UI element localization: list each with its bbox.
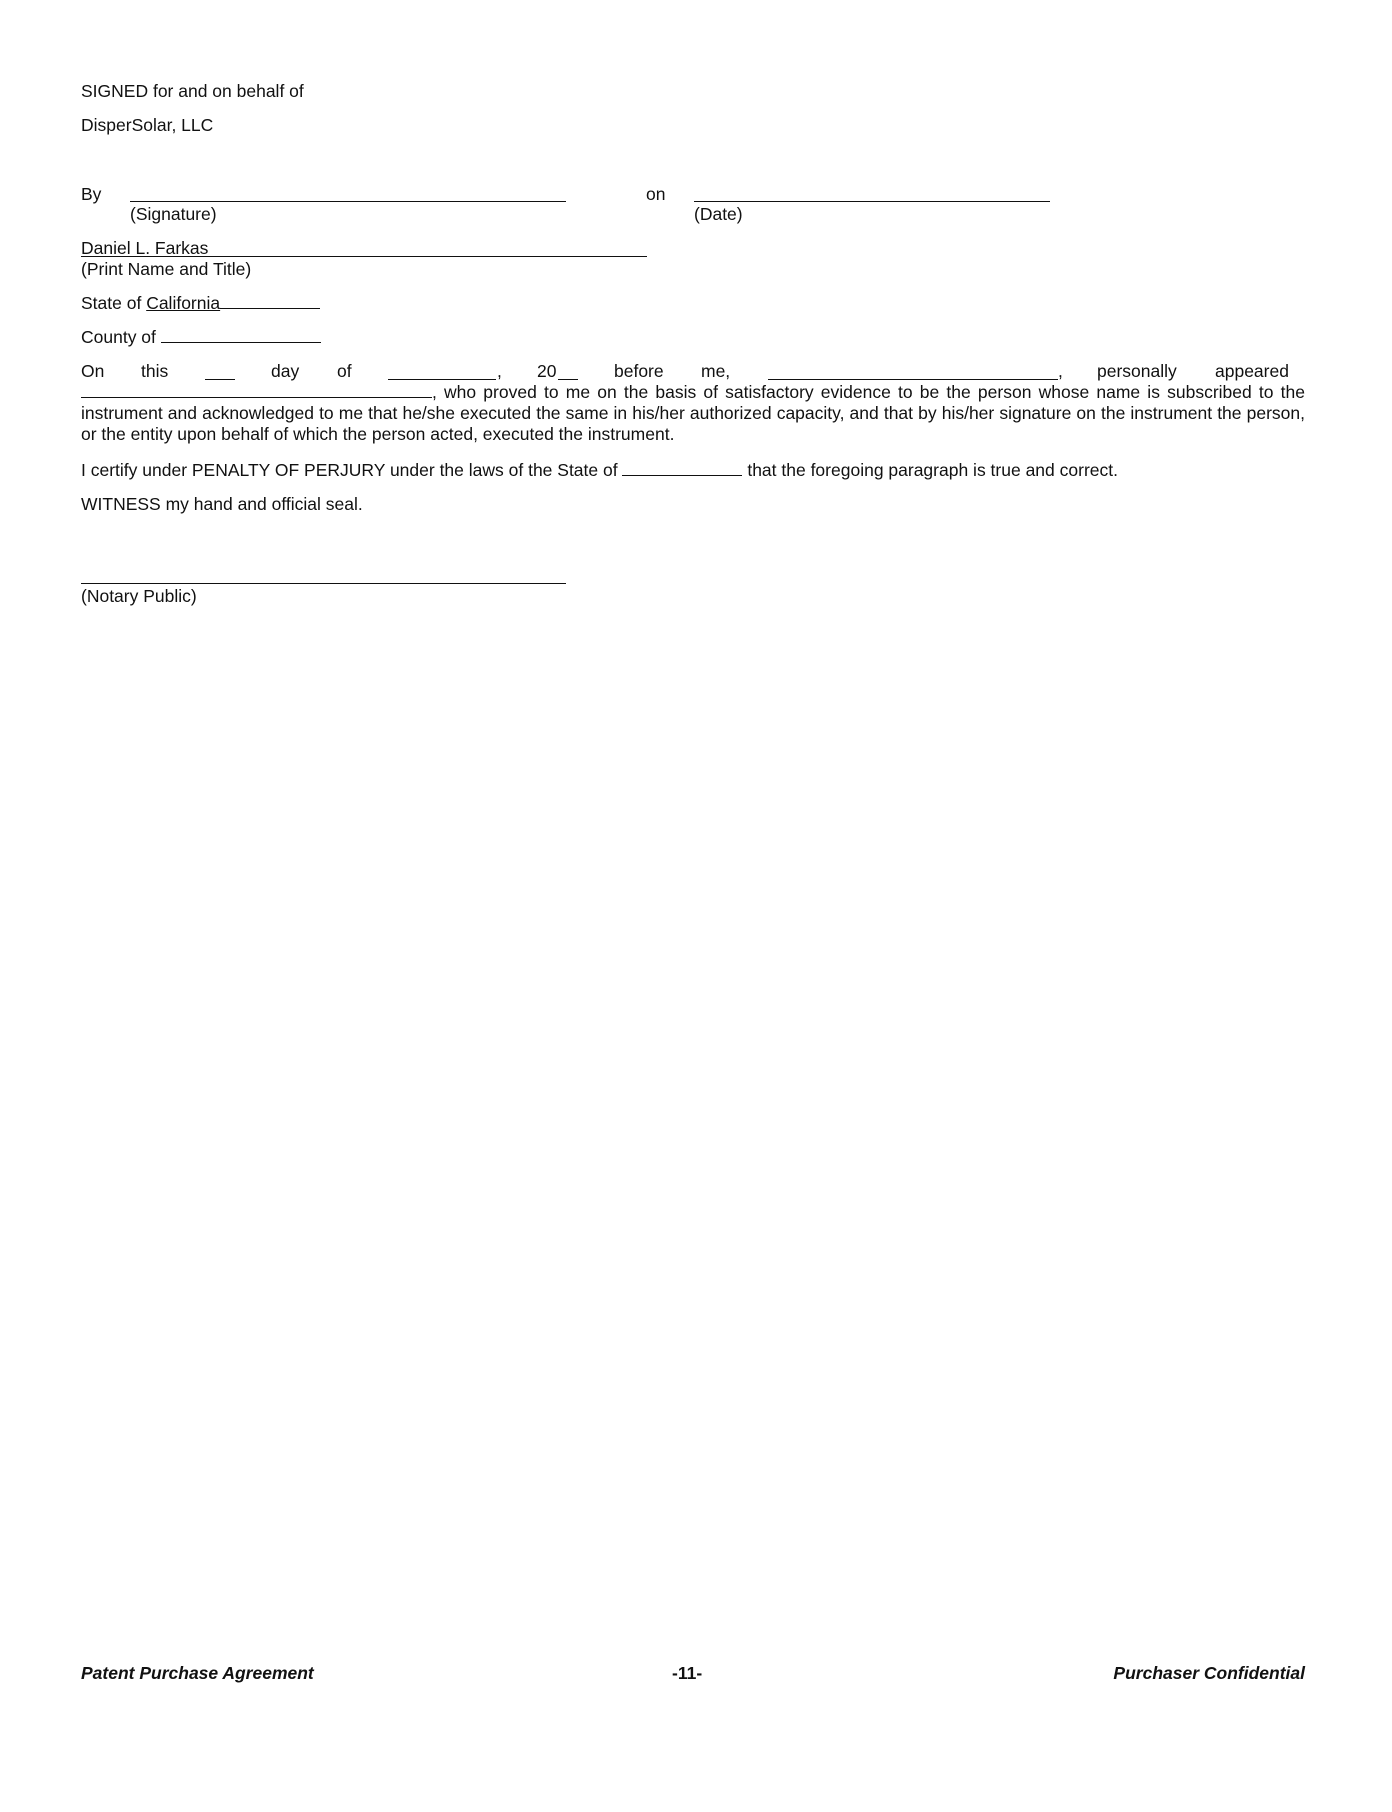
footer-right: Purchaser Confidential <box>1113 1663 1305 1683</box>
notary-signature-line <box>81 583 566 584</box>
printed-name: Daniel L. Farkas <box>81 238 209 258</box>
ack-notary-name-blank <box>768 379 1058 380</box>
state-blank <box>220 293 320 309</box>
witness-text: WITNESS my hand and official seal. <box>81 494 363 514</box>
ack-before: before <box>614 361 664 381</box>
ack-year-blank <box>558 379 578 380</box>
county-line <box>81 327 321 348</box>
county-blank <box>161 327 321 343</box>
state-value: California <box>146 293 221 313</box>
signature-caption: (Signature) <box>130 204 217 224</box>
state-label: State of <box>81 293 147 313</box>
ack-month-blank <box>388 379 496 380</box>
company-name: DisperSolar, LLC <box>81 115 214 135</box>
ack-of: of <box>337 361 352 381</box>
acknowledgment-paragraph <box>81 382 1305 445</box>
ack-on: On <box>81 361 105 381</box>
state-line <box>81 293 320 314</box>
perjury-after: that the foregoing paragraph is true and correct. <box>742 460 1118 480</box>
print-name-caption: (Print Name and Title) <box>81 259 252 279</box>
footer-page-number: -11- <box>672 1663 703 1683</box>
ack-signer-name-blank <box>81 382 432 398</box>
ack-personally: personally <box>1097 361 1177 381</box>
perjury-before: I certify under PENALTY OF PERJURY under the laws of the State of <box>81 460 623 480</box>
ack-day-blank <box>205 379 235 380</box>
ack-day: day <box>271 361 300 381</box>
perjury-line <box>81 460 1118 481</box>
by-label: By <box>81 184 102 204</box>
on-label: on <box>646 184 666 204</box>
ack-appeared: appeared <box>1215 361 1289 381</box>
footer-left: Patent Purchase Agreement <box>81 1663 314 1683</box>
county-label: County of <box>81 327 161 347</box>
date-caption: (Date) <box>694 204 743 224</box>
ack-comma-1: , <box>497 361 502 381</box>
perjury-state-blank <box>622 460 742 476</box>
ack-this: this <box>141 361 169 381</box>
print-name-line <box>81 256 647 257</box>
date-line <box>694 201 1050 202</box>
ack-me: me, <box>701 361 731 381</box>
signed-for-text: SIGNED for and on behalf of <box>81 81 304 101</box>
ack-year-prefix: 20 <box>537 361 557 381</box>
notary-caption: (Notary Public) <box>81 586 197 606</box>
ack-comma-2: , <box>1058 361 1063 381</box>
signature-line <box>130 201 566 202</box>
ack-text: , who proved to me on the basis of satisfactory evidence to be the person whose name is subscribed to the instrument and acknowledged to me that he/she executed the same in his/her authorized capacity, and that by his/her signature on the instrument the person, or the entity upon behalf of which the person acted, executed the instrument. <box>81 382 1305 444</box>
